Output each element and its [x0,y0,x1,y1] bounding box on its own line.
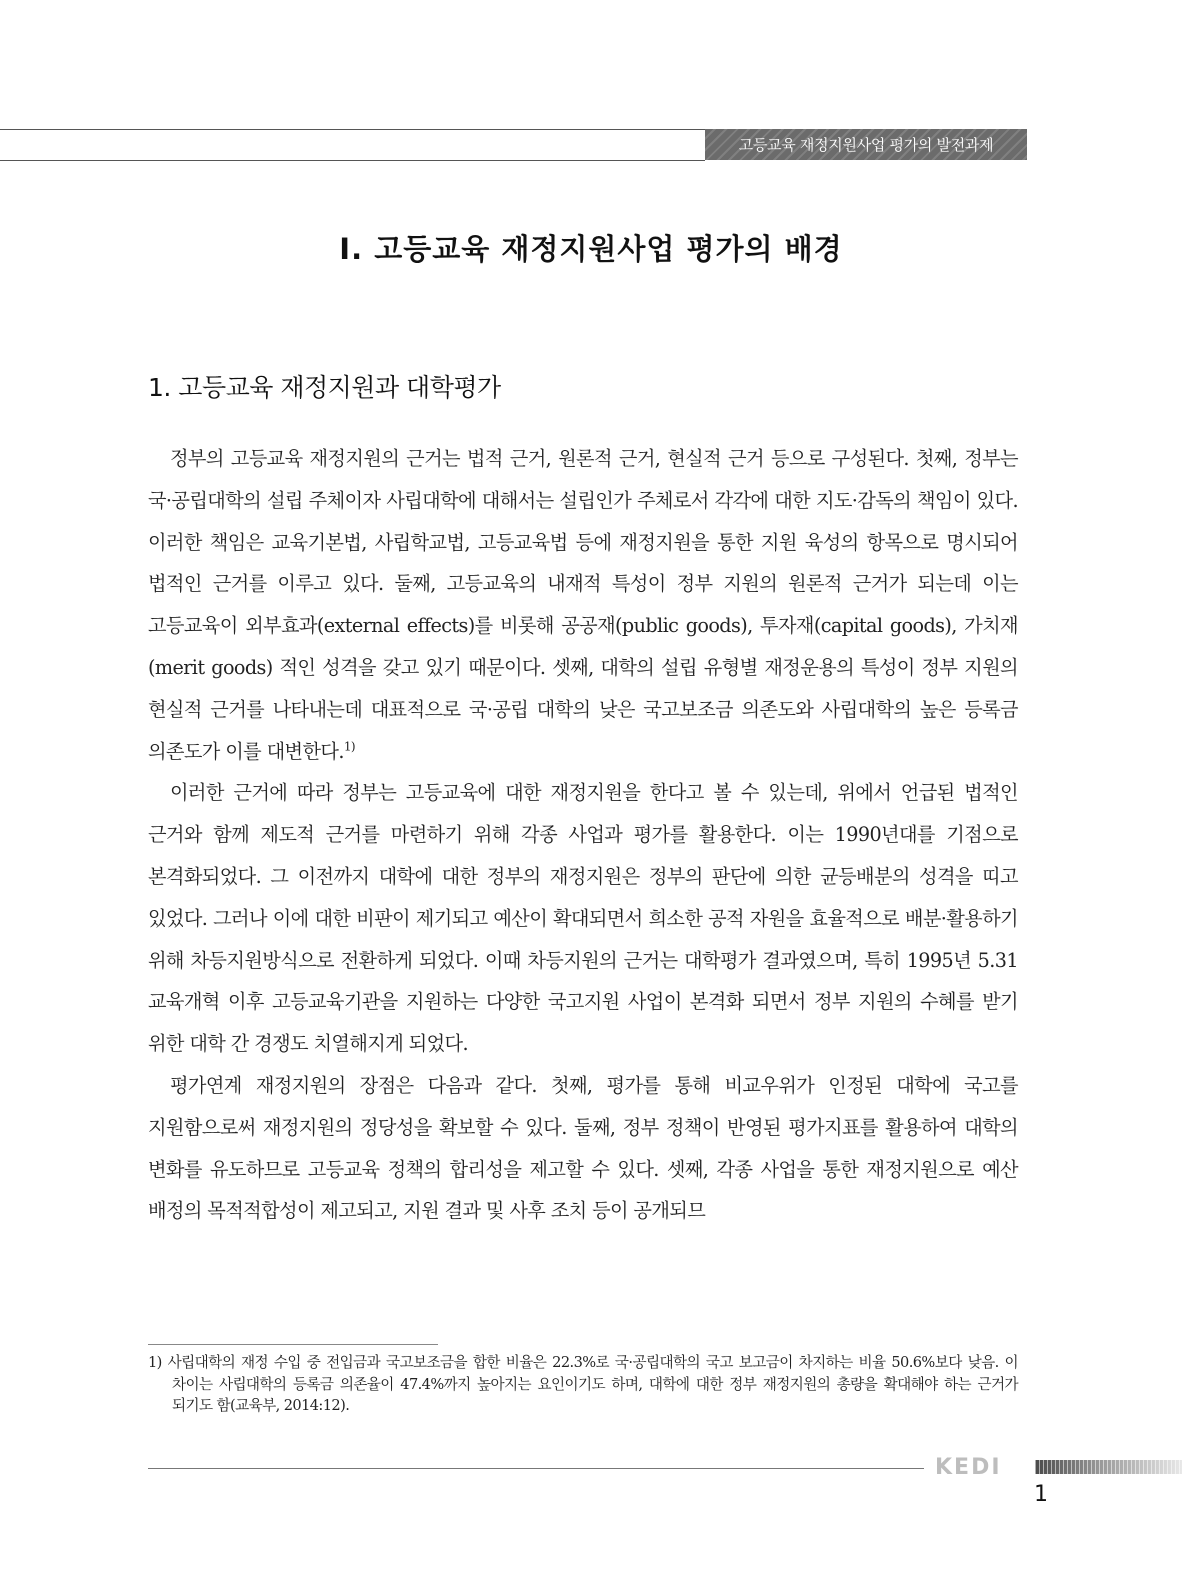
paragraph-1-text: 정부의 고등교육 재정지원의 근거는 법적 근거, 원론적 근거, 현실적 근거 등으로 구성된다. 첫째, 정부는 국·공립대학의 설립 주체이자 사립대학에 대해서는 설립인가 주체로서 각각에 대한 지도·감독의 책임이 있다. 이러한 책임은 교육기본법, 사립학교법, 고등교육법 등에 재정지원을 통한 지원 육성의 항목으로 명시되어 법적인 근거를 이루고 있다. 둘째, 고등교육의 내재적 특성이 정부 지원의 원론적 근거가 되는데 이는 고등교육이 외부효과(external effects)를 비롯해 공공재(public goods), 투자재(capital goods), 가치재(merit goods) 적인 성격을 갖고 있기 때문이다. 셋째, 대학의 설립 유형별 재정운용의 특성이 정부 지원의 현실적 근거를 나타내는데 대표적으로 국·공립 대학의 낮은 국고보조금 의존도와 사립대학의 높은 등록금 의존도가 이를 대변한다. [148,447,1018,763]
section-title: 1. 고등교육 재정지원과 대학평가 [148,373,501,402]
running-header-title: 고등교육 재정지원사업 평가의 발전과제 [738,136,994,154]
paragraph-2: 이러한 근거에 따라 정부는 고등교육에 대한 재정지원을 한다고 볼 수 있는데, 위에서 언급된 법적인 근거와 함께 제도적 근거를 마련하기 위해 각종 사업과 평가를 활용한다. 이는 1990년대를 기점으로 본격화되었다. 그 이전까지 대학에 대한 정부의 재정지원은 정부의 판단에 의한 균등배분의 성격을 띠고 있었다. 그러나 이에 대한 비판이 제기되고 예산이 확대되면서 희소한 공적 자원을 효율적으로 배분·활용하기 위해 차등지원방식으로 전환하게 되었다. 이때 차등지원의 근거는 대학평가 결과였으며, 특히 1995년 5.31 교육개혁 이후 고등교육기관을 지원하는 다양한 국고지원 사업이 본격화 되면서 정부 지원의 수혜를 받기 위한 대학 간 경쟁도 치열해지게 되었다. [148,781,1018,1056]
footnote-divider [148,1344,438,1345]
page-number: 1 [1034,1482,1048,1507]
paragraph-3: 평가연계 재정지원의 장점은 다음과 같다. 첫째, 평가를 통해 비교우위가 인정된 대학에 국고를 지원함으로써 재정지원의 정당성을 확보할 수 있다. 둘째, 정부 정책이 반영된 평가지표를 활용하여 대학의 변화를 유도하므로 고등교육 정책의 합리성을 제고할 수 있다. 셋째, 각종 사업을 통한 재정지원으로 예산 배정의 목적적합성이 제고되고, 지원 결과 및 사후 조치 등이 공개되므 [148,1073,1018,1223]
paragraph-1 [148,438,1018,772]
footnote-reference: 1) [343,739,355,754]
kedi-logo: KEDI [935,1455,1002,1480]
body-text [148,438,1018,1232]
footer-gradient-bar [1035,1460,1182,1474]
running-header [705,129,1027,160]
chapter-title: Ⅰ. 고등교육 재정지원사업 평가의 배경 [339,232,843,266]
footnote: 1) 사립대학의 재정 수입 중 전입금과 국고보조금을 합한 비율은 22.3%로 국·공립대학의 국고 보고금이 차지하는 비율 50.6%보다 낮음. 이 차이는 사립대학의 등록금 의존율이 47.4%까지 높아지는 요인이기도 하며, 대학에 대한 정부 재정지원의 총량을 확대해야 하는 근거가 되기도 함(교육부, 2014:12). [148,1354,1018,1414]
header-rule-bottom [0,160,705,161]
footer-rule [148,1468,924,1469]
